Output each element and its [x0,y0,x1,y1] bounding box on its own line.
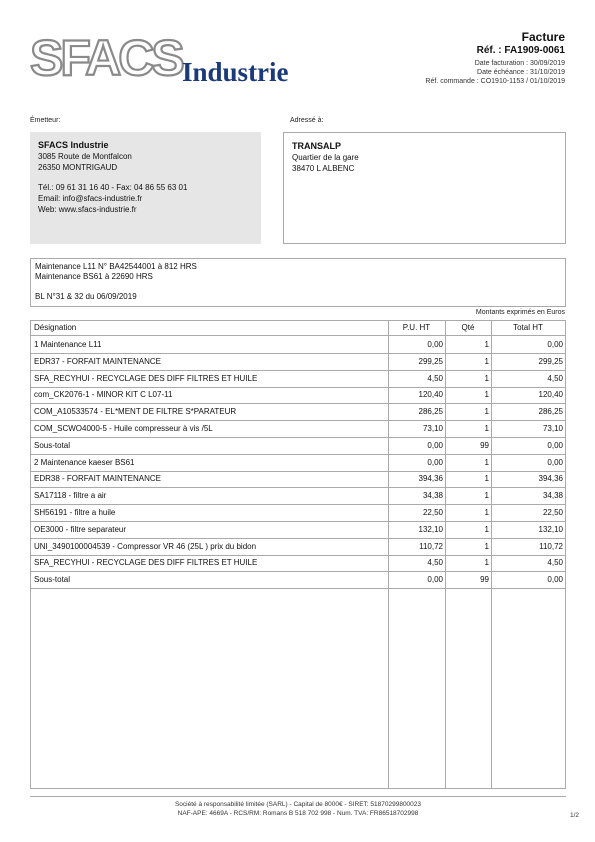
row-qty: 1 [484,524,489,534]
row-designation: Sous-total [34,440,71,450]
issuer-name: SFACS Industrie [38,140,109,150]
row-unit-price: 120,40 [418,390,443,400]
legal-footer [30,796,566,818]
row-qty: 1 [484,541,489,551]
recipient-name: TRANSALP [292,141,341,151]
row-designation: SA17118 - filtre a air [34,491,107,501]
row-total: 0,00 [547,440,563,450]
note-line-2: Maintenance BS61 à 22690 HRS [35,272,153,281]
row-designation: EDR37 - FORFAIT MAINTENANCE [34,356,161,366]
table-row [31,572,565,589]
table-row [31,455,565,472]
row-total: 110,72 [539,541,563,551]
row-total: 394,36 [538,474,563,484]
row-qty: 1 [484,424,489,433]
invoice-lines-table [30,320,566,789]
table-row [31,387,565,404]
issuer-address-2: 26350 MONTRIGAUD [38,163,118,172]
recipient-address-1: Quartier de la gare [292,153,359,162]
footer-line-2: NAF-APE: 4669A - RCS/RM: Romans B 518 702 998 - Num. TVA: FR86518702998 [177,810,419,817]
table-row [31,371,565,388]
row-designation: 2 Maintenance kaeser BS61 [34,457,135,467]
invoice-date: Date facturation : 30/09/2019 [474,60,565,67]
note-line-1: Maintenance L11 N° BA42544001 à 812 HRS [35,262,197,271]
row-total: 0,00 [547,340,563,349]
row-qty: 1 [484,491,489,501]
row-qty: 1 [484,340,489,349]
issuer-box [30,132,261,244]
row-designation: Sous-total [34,575,71,585]
invoice-reference: Réf. : FA1909-0061 [476,45,565,56]
table-row [31,421,565,438]
issuer-address-1: 3085 Route de Montfalcon [38,152,132,161]
row-designation: SFA_RECYHUI - RECYCLAGE DES DIFF FILTRES ET HUILE [34,373,258,383]
row-unit-price: 4,50 [427,373,443,383]
row-qty: 1 [484,474,489,484]
issuer-phone: Tél.: 09 61 31 16 40 - Fax: 04 86 55 63 01 [38,183,188,192]
recipient-label: Adressé à: [290,117,324,124]
row-designation: UNI_3490100004539 - Compressor VR 46 (25L ) prix du bidon [34,541,257,551]
row-unit-price: 73,10 [422,424,443,433]
row-total: 132,10 [538,524,563,534]
row-unit-price: 132,10 [418,524,443,534]
table-row [31,522,565,539]
row-total: 299,25 [538,356,563,366]
header-qty: Qté [461,323,475,332]
row-designation: SH56191 - filtre a huile [34,508,116,517]
row-total: 34,38 [542,491,563,501]
page-number: 1/2 [569,812,579,819]
row-designation: com_CK2076-1 - MINOR KIT C L07-11 [34,390,173,400]
company-logo [30,31,320,89]
order-reference: Réf. commande : CO1910-1153 / 01/10/2019 [425,78,565,85]
row-designation: OE3000 - filtre separateur [34,524,127,534]
recipient-box [283,132,566,244]
table-row [31,488,565,505]
row-unit-price: 0,00 [427,340,443,349]
row-qty: 99 [480,440,489,450]
logo-subtext: Industrie [182,57,289,87]
row-total: 286,25 [538,407,563,417]
row-qty: 1 [484,390,489,400]
row-qty: 1 [484,457,489,467]
row-designation: COM_A10533574 - EL*MENT DE FILTRE S*PARATEUR [34,407,237,417]
notes-box [30,258,566,307]
row-total: 120,40 [538,390,563,400]
table-row [31,555,565,572]
table-row [31,354,565,371]
row-designation: SFA_RECYHUI - RECYCLAGE DES DIFF FILTRES ET HUILE [34,558,258,568]
issuer-email: Email: info@sfacs-industrie.fr [38,194,143,203]
table-row [31,337,565,354]
document-title: Facture [521,30,565,44]
header-total: Total HT [513,323,543,332]
row-total: 4,50 [547,558,563,568]
row-unit-price: 0,00 [427,575,443,585]
table-row [31,404,565,421]
row-unit-price: 394,36 [418,474,443,484]
invoice-header [425,30,565,86]
row-unit-price: 299,25 [418,356,443,366]
logo-text: SFACS [30,31,182,86]
header-unit-price: P.U. HT [402,323,431,332]
sfacs-logo-graphic [30,31,320,89]
note-line-3: BL N°31 & 32 du 06/09/2019 [35,292,137,301]
table-header [31,321,565,336]
row-qty: 1 [484,558,489,568]
footer-line-1: Société à responsabilité limitée (SARL) - Capital de 8000€ - SIRET: 51870299800023 [174,801,422,808]
row-qty: 1 [484,373,489,383]
row-unit-price: 34,38 [422,491,443,501]
row-qty: 1 [484,407,489,417]
currency-note: Montants exprimés en Euros [475,309,565,316]
row-qty: 1 [484,356,489,366]
row-total: 0,00 [547,457,563,467]
table-row [31,471,565,488]
row-total: 73,10 [542,424,563,433]
row-qty: 1 [484,508,489,517]
table-row [31,438,565,455]
due-date: Date échéance : 31/10/2019 [477,69,565,76]
row-unit-price: 0,00 [427,457,443,467]
row-qty: 99 [480,575,489,585]
table-row [31,539,565,556]
row-designation: EDR38 - FORFAIT MAINTENANCE [34,474,161,484]
issuer-web: Web: www.sfacs-industrie.fr [38,205,137,214]
row-unit-price: 22,50 [422,508,443,517]
header-designation: Désignation [34,323,77,332]
row-total: 4,50 [547,373,563,383]
recipient-address-2: 38470 L ALBENC [292,164,355,173]
row-total: 22,50 [542,508,563,517]
table-row [31,505,565,522]
row-total: 0,00 [547,575,563,585]
row-unit-price: 110,72 [419,541,443,551]
row-designation: 1 Maintenance L11 [34,340,102,349]
row-unit-price: 286,25 [418,407,443,417]
row-unit-price: 4,50 [427,558,443,568]
row-unit-price: 0,00 [427,440,443,450]
issuer-label: Émetteur: [30,117,61,124]
row-designation: COM_SCWO4000-5 - Huile compresseur à vis /5L [34,424,213,433]
